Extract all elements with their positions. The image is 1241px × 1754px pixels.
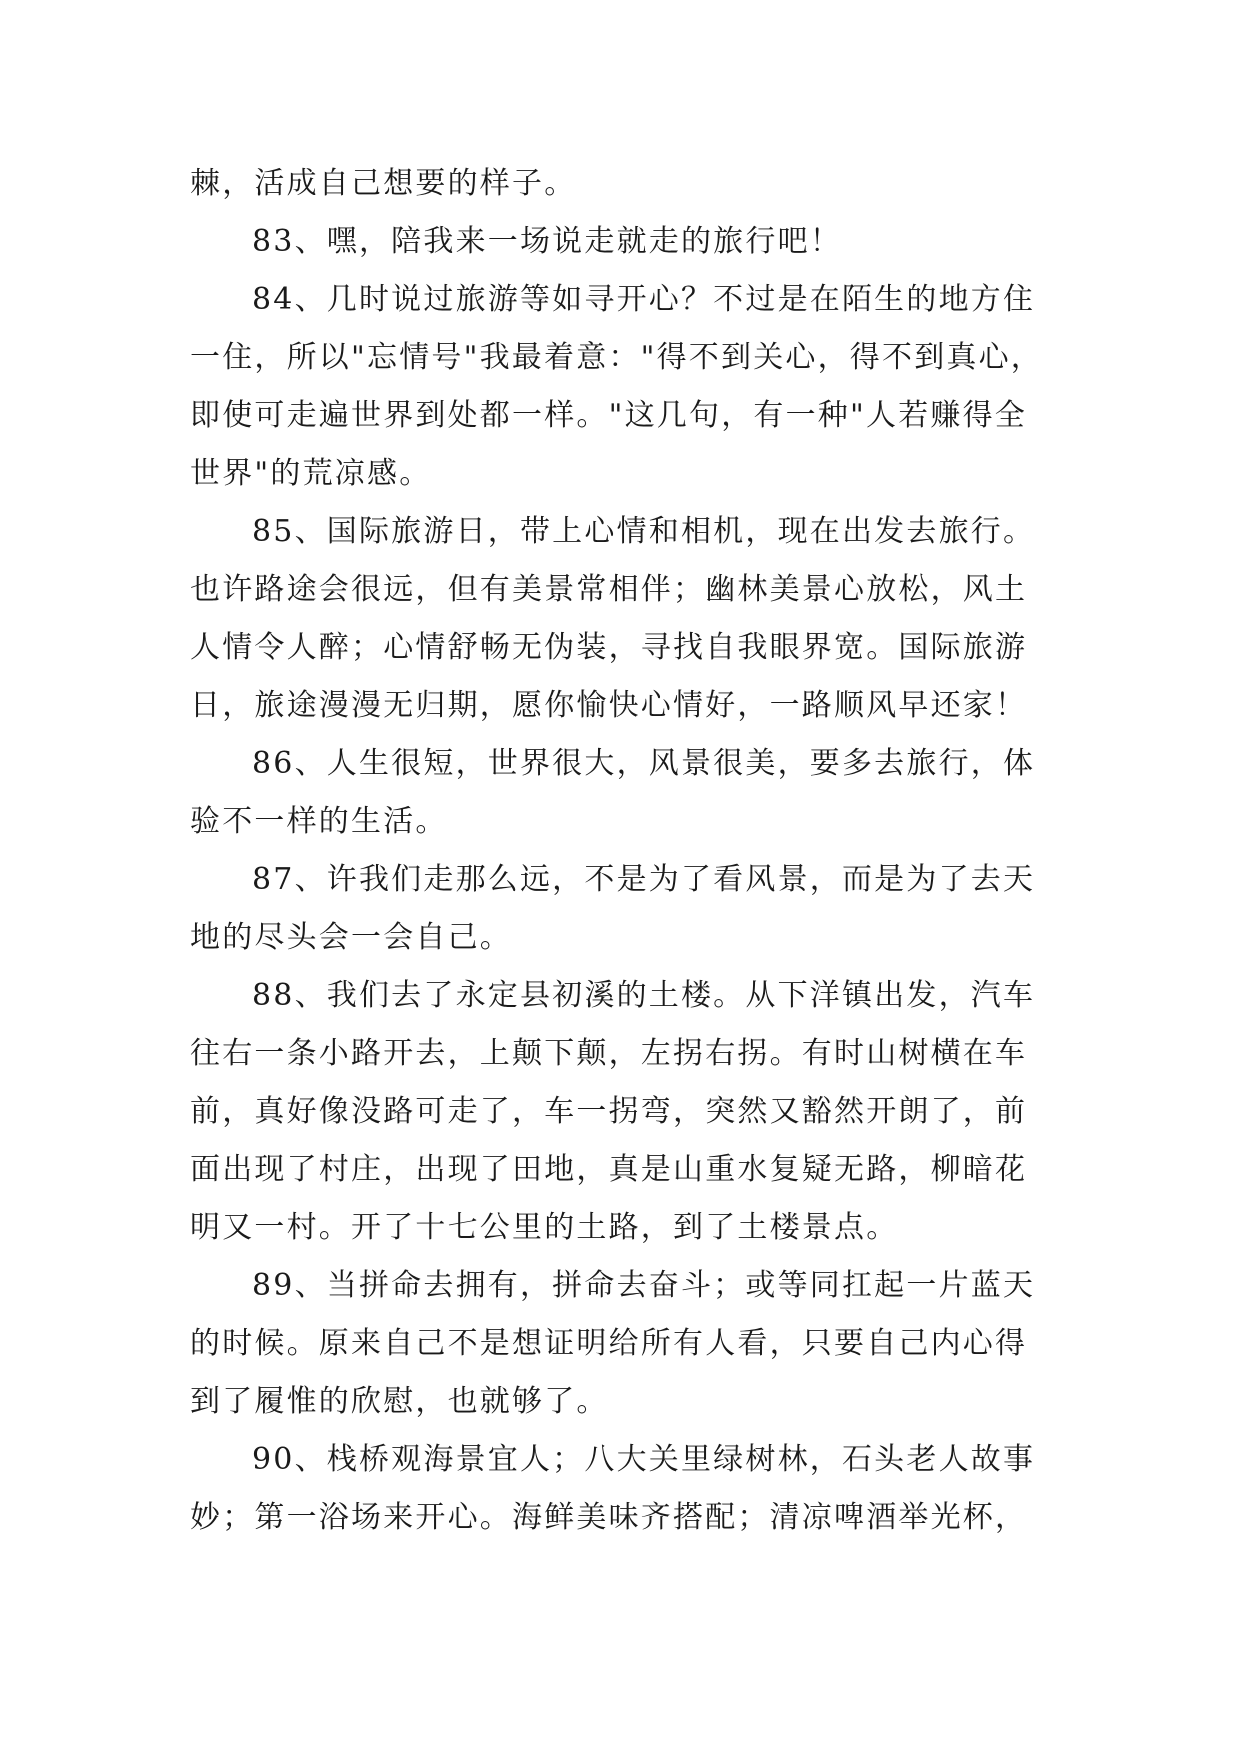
paragraph bbox=[190, 155, 1050, 213]
text-line: 棘，活成自己想要的样子。 bbox=[190, 166, 577, 201]
text-line: 90、栈桥观海景宜人；八大关里绿树林，石头老人故事 bbox=[252, 1442, 1036, 1477]
text-line: 83、嘿，陪我来一场说走就走的旅行吧！ bbox=[252, 224, 842, 259]
text-line: 86、人生很短，世界很大，风景很美，要多去旅行，体 bbox=[252, 746, 1036, 781]
text-line: 世界"的荒凉感。 bbox=[190, 456, 432, 491]
paragraph-83 bbox=[190, 213, 1050, 271]
paragraph-90 bbox=[190, 1431, 1050, 1547]
text-line: 往右一条小路开去，上颠下颠，左拐右拐。有时山树横在车 bbox=[190, 1036, 1028, 1071]
body-text bbox=[190, 155, 1050, 1547]
text-line: 84、几时说过旅游等如寻开心？不过是在陌生的地方住 bbox=[252, 282, 1036, 317]
text-line: 前，真好像没路可走了，车一拐弯，突然又豁然开朗了，前 bbox=[190, 1094, 1028, 1129]
paragraph-87 bbox=[190, 851, 1050, 967]
text-line: 地的尽头会一会自己。 bbox=[190, 920, 512, 955]
paragraph-88 bbox=[190, 967, 1050, 1257]
text-line: 即使可走遍世界到处都一样。"这几句，有一种"人若赚得全 bbox=[190, 398, 1027, 433]
text-line: 也许路途会很远，但有美景常相伴；幽林美景心放松，风土 bbox=[190, 572, 1028, 607]
text-line: 到了履惟的欣慰，也就够了。 bbox=[190, 1384, 609, 1419]
paragraph-89 bbox=[190, 1257, 1050, 1431]
text-line: 妙；第一浴场来开心。海鲜美味齐搭配；清凉啤酒举光杯， bbox=[190, 1500, 1028, 1535]
paragraph-86 bbox=[190, 735, 1050, 851]
paragraph-85 bbox=[190, 503, 1050, 735]
text-line: 验不一样的生活。 bbox=[190, 804, 448, 839]
text-line: 明又一村。开了十七公里的土路，到了土楼景点。 bbox=[190, 1210, 899, 1245]
text-line: 87、许我们走那么远，不是为了看风景，而是为了去天 bbox=[252, 862, 1036, 897]
text-line: 89、当拼命去拥有，拼命去奋斗；或等同扛起一片蓝天 bbox=[252, 1268, 1036, 1303]
text-line: 88、我们去了永定县初溪的土楼。从下洋镇出发，汽车 bbox=[252, 978, 1036, 1013]
paragraph-84 bbox=[190, 271, 1050, 503]
text-line: 一住，所以"忘情号"我最着意："得不到关心，得不到真心， bbox=[190, 340, 1043, 375]
text-line: 面出现了村庄，出现了田地，真是山重水复疑无路，柳暗花 bbox=[190, 1152, 1028, 1187]
text-line: 的时候。原来自己不是想证明给所有人看，只要自己内心得 bbox=[190, 1326, 1028, 1361]
text-line: 85、国际旅游日，带上心情和相机，现在出发去旅行。 bbox=[252, 514, 1036, 549]
text-line: 日，旅途漫漫无归期，愿你愉快心情好，一路顺风早还家！ bbox=[190, 688, 1028, 723]
text-line: 人情令人醉；心情舒畅无伪装，寻找自我眼界宽。国际旅游 bbox=[190, 630, 1028, 665]
